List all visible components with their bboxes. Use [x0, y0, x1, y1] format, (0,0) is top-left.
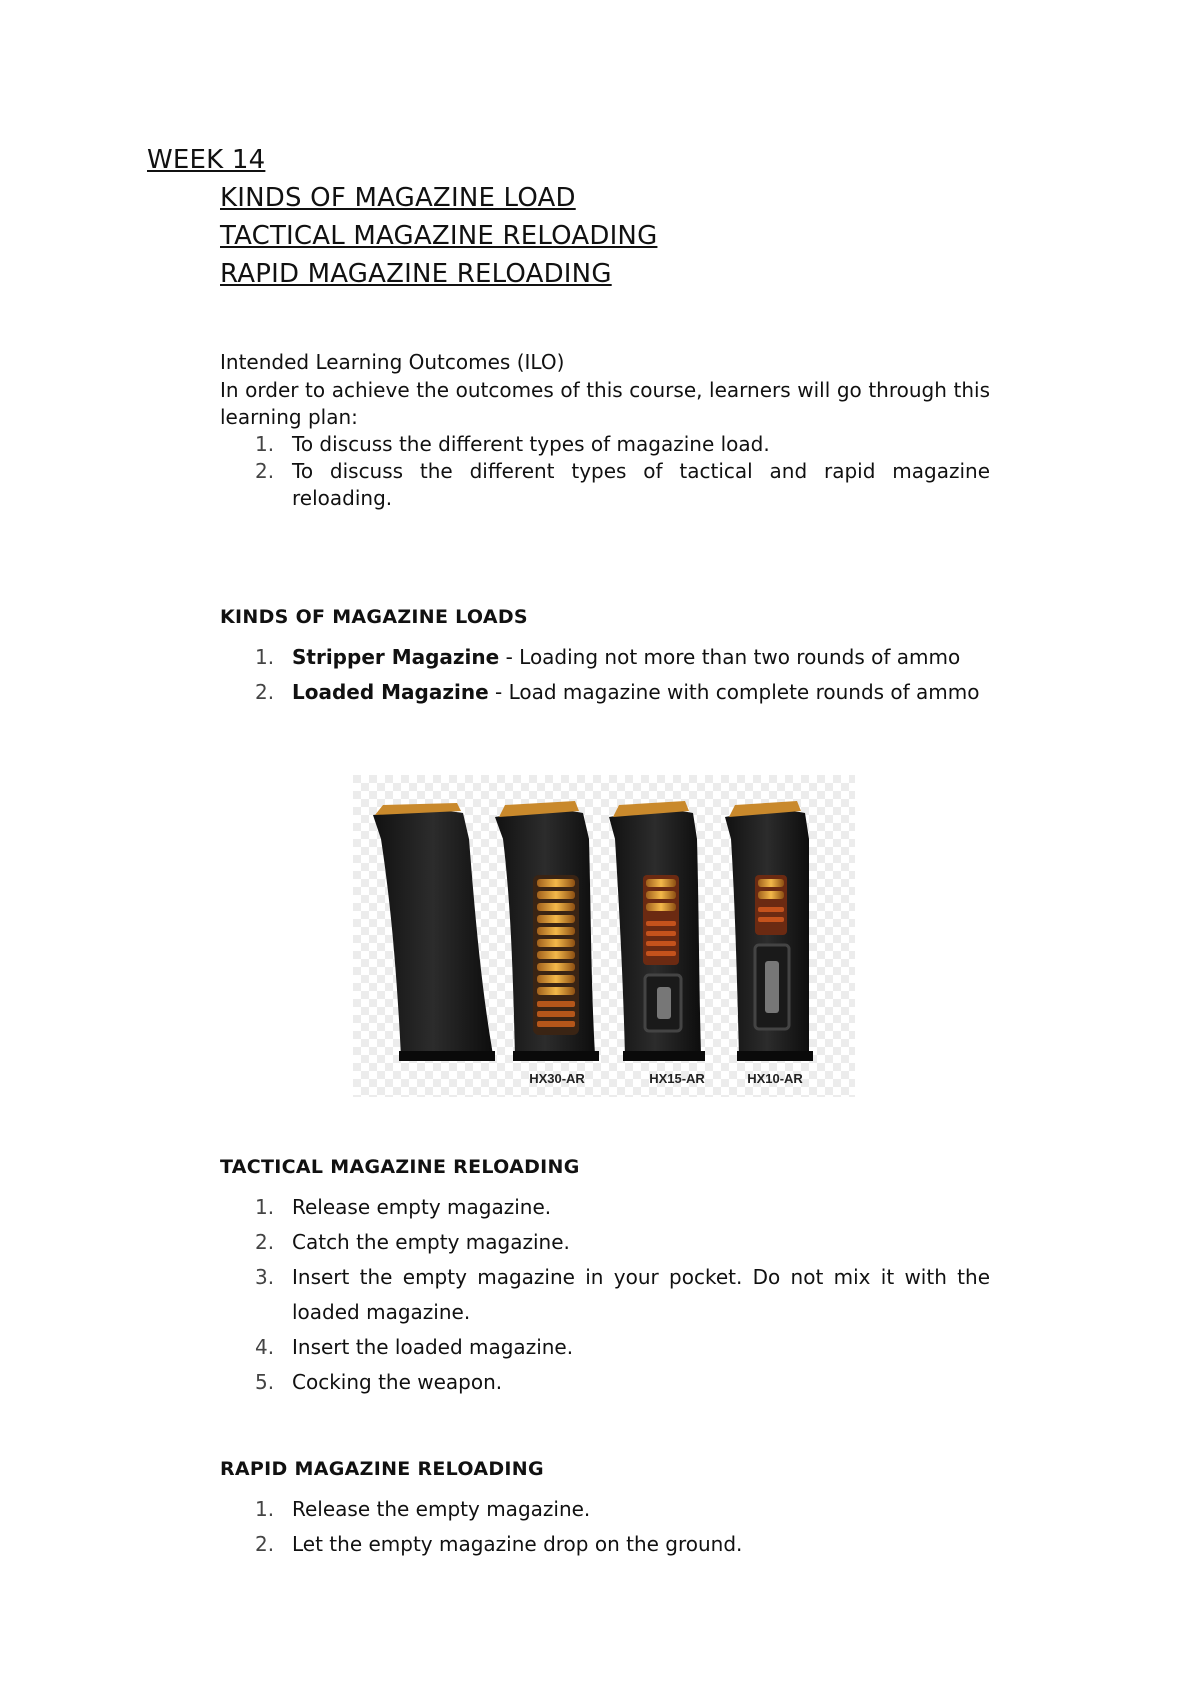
- list-item: [220, 431, 990, 458]
- section-heading-tactical: TACTICAL MAGAZINE RELOADING: [220, 1156, 580, 1178]
- list-number: 3.: [255, 1265, 275, 1289]
- list-number: 5.: [255, 1370, 275, 1394]
- list-item-text: To discuss the different types of tactical and rapid magazine reloading.: [292, 459, 990, 510]
- title-tactical-reloading: TACTICAL MAGAZINE RELOADING: [220, 221, 658, 251]
- list-number: 1.: [255, 1497, 275, 1521]
- list-item-text: Let the empty magazine drop on the ground.: [292, 1532, 743, 1556]
- list-item: [220, 1190, 990, 1225]
- list-item: [220, 1225, 990, 1260]
- list-item-text: Insert the empty magazine in your pocket. Do not mix it with the loaded magazine.: [292, 1265, 990, 1324]
- list-item: [220, 458, 990, 512]
- list-item-text: Insert the loaded magazine.: [292, 1335, 574, 1359]
- list-item-text: To discuss the different types of magazine load.: [292, 432, 770, 456]
- list-item: [220, 640, 990, 675]
- tactical-list: [220, 1190, 990, 1400]
- list-item: [220, 1260, 990, 1330]
- list-item: [220, 1330, 990, 1365]
- ilo-paragraph: In order to achieve the outcomes of this course, learners will go through this learning plan:: [220, 378, 990, 429]
- label-hx30: HX30-AR: [529, 1071, 585, 1086]
- term-stripper-magazine: Stripper Magazine: [292, 645, 500, 669]
- week-heading: WEEK 14: [147, 145, 266, 175]
- list-item: [220, 1527, 990, 1562]
- label-hx15: HX15-AR: [649, 1071, 705, 1086]
- list-item: [220, 1365, 990, 1400]
- section-heading-kinds-of-loads: KINDS OF MAGAZINE LOADS: [220, 606, 528, 628]
- list-item-text: Release empty magazine.: [292, 1195, 552, 1219]
- title-kinds-of-magazine-load: KINDS OF MAGAZINE LOAD: [220, 183, 576, 213]
- title-rapid-reloading: RAPID MAGAZINE RELOADING: [220, 259, 612, 289]
- term-loaded-magazine: Loaded Magazine: [292, 680, 489, 704]
- list-number: 2.: [255, 1532, 275, 1556]
- ilo-list: [220, 431, 990, 512]
- ilo-heading: Intended Learning Outcomes (ILO): [220, 350, 565, 374]
- list-item-text: Catch the empty magazine.: [292, 1230, 570, 1254]
- list-number: 1.: [255, 645, 275, 669]
- list-number: 4.: [255, 1335, 275, 1359]
- loads-list: [220, 640, 990, 710]
- section-heading-rapid: RAPID MAGAZINE RELOADING: [220, 1458, 544, 1480]
- term-description: - Load magazine with complete rounds of ammo: [488, 680, 980, 704]
- label-hx10: HX10-AR: [747, 1071, 803, 1086]
- list-number: 2.: [255, 1230, 275, 1254]
- magazines-photo: [353, 775, 855, 1097]
- list-number: 1.: [255, 1195, 275, 1219]
- rapid-list: [220, 1492, 990, 1562]
- list-number: 2.: [255, 680, 275, 704]
- list-number: 1.: [255, 432, 275, 456]
- list-item-text: Release the empty magazine.: [292, 1497, 591, 1521]
- list-number: 2.: [255, 459, 275, 483]
- list-item-text: Cocking the weapon.: [292, 1370, 503, 1394]
- magazine-4: [725, 801, 813, 1061]
- list-item: [220, 675, 990, 710]
- term-description: - Loading not more than two rounds of ammo: [499, 645, 961, 669]
- list-item: [220, 1492, 990, 1527]
